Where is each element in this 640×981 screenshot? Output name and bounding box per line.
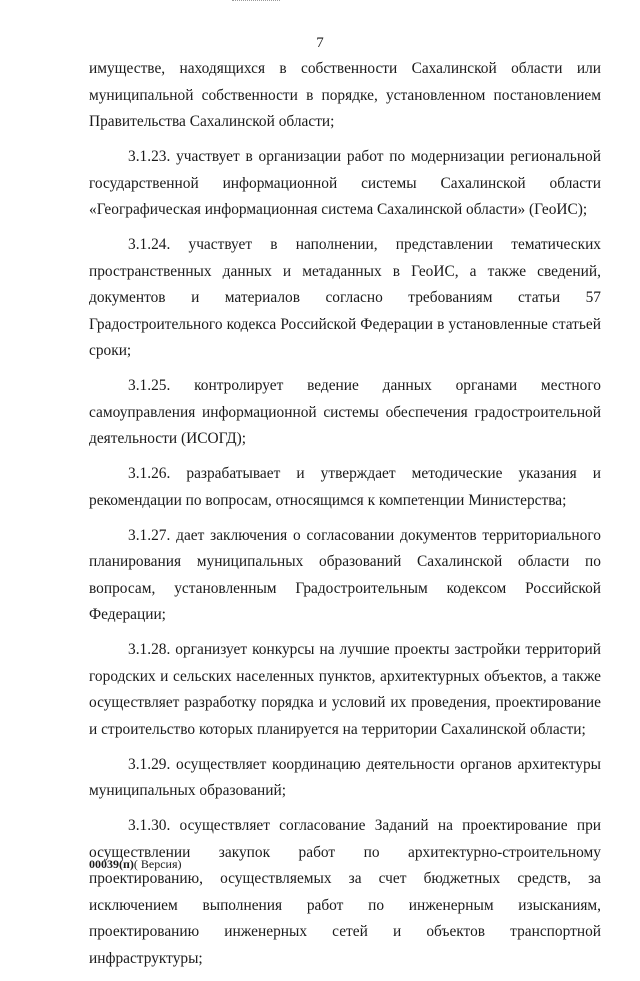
paragraph-3-1-28: 3.1.28. организует конкурсы на лучшие проекты застройки территорий городских и сельских населенных пунктов, архитектурных объектов, а также осуществляет разработку порядка и условий их проведения, проектирование и строительство которых планируется на территории Сахалинской области;	[89, 641, 601, 738]
document-version: ( Версия)	[133, 857, 182, 871]
document-footer	[89, 856, 182, 872]
paragraph-3-1-23: 3.1.23. участвует в организации работ по модернизации региональной государственной информационной системы Сахалинской области «Географическая информационная система Сахалинской области» (ГеоИС);	[89, 148, 601, 218]
paragraph-3-1-27: 3.1.27. дает заключения о согласовании документов территориального планирования муниципальных образований Сахалинской области по вопросам, установленным Градостроительным кодексом Российской Федерации;	[89, 526, 601, 623]
paragraph-3-1-30: 3.1.30. осуществляет согласование Заданий на проектирование при осуществлении закупок работ по архитектурно-строительному проектированию, осуществляемых за счет бюджетных средств, за исключением выполнения работ по инженерным изысканиям, проектированию инженерных сетей и объектов транспортной инфраструктуры;	[89, 817, 601, 967]
page-number: 7	[316, 35, 324, 51]
scan-artifact	[232, 0, 280, 3]
paragraph-3-1-25: 3.1.25. контролирует ведение данных органами местного самоуправления информационной системы обеспечения градостроительной деятельности (ИСОГД);	[89, 377, 601, 447]
document-code: 00039(п)	[89, 857, 134, 871]
document-body	[89, 56, 601, 981]
paragraph-continuation: имуществе, находящихся в собственности Сахалинской области или муниципальной собственности в порядке, установленном постановлением Правительства Сахалинской области;	[89, 60, 601, 130]
paragraph-3-1-26: 3.1.26. разрабатывает и утверждает методические указания и рекомендации по вопросам, относящимся к компетенции Министерства;	[89, 465, 601, 509]
paragraph-3-1-29: 3.1.29. осуществляет координацию деятельности органов архитектуры муниципальных образований;	[89, 755, 601, 799]
paragraph-3-1-24: 3.1.24. участвует в наполнении, представлении тематических пространственных данных и метаданных в ГеоИС, а также сведений, документов и материалов согласно требованиям статьи 57 Градостроительного кодекса Российской Федерации в установленные статьей сроки;	[89, 236, 601, 359]
